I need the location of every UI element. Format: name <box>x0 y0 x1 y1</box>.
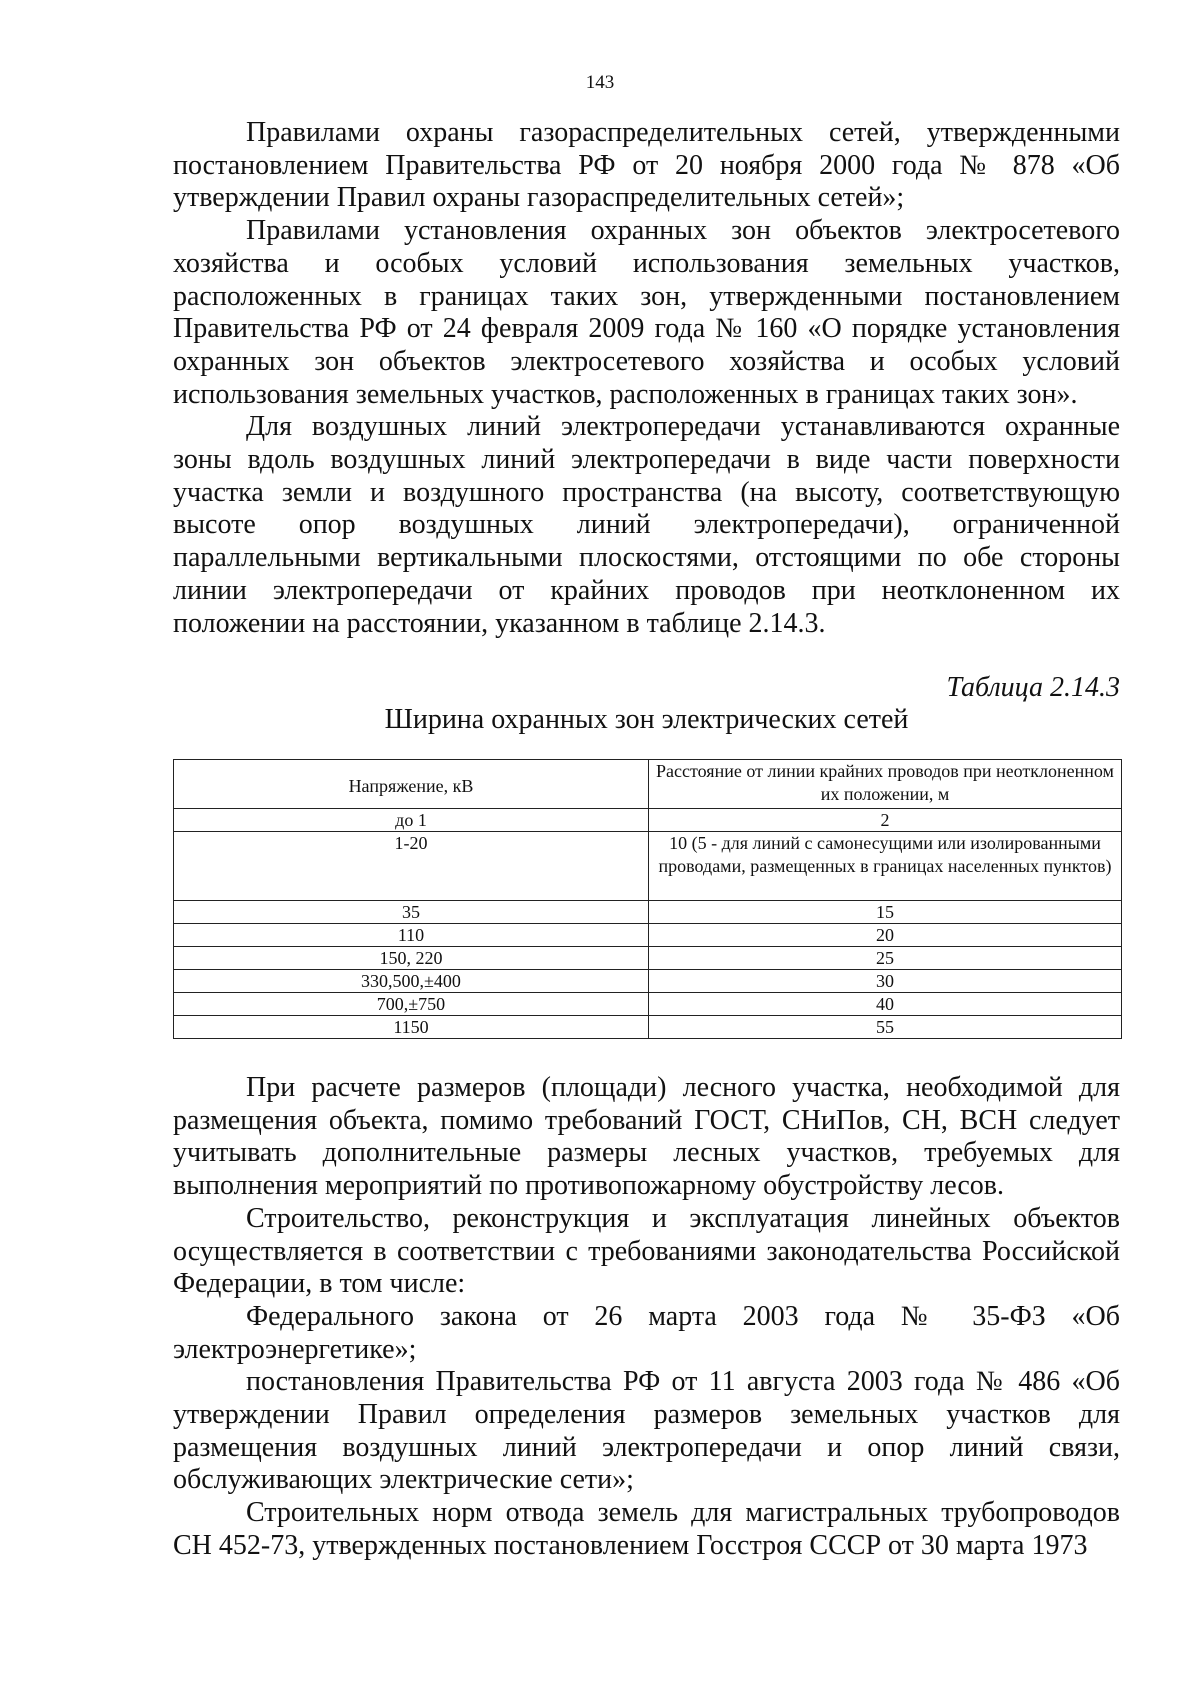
table-cell-voltage: 1-20 <box>174 832 649 901</box>
table-cell-distance: 10 (5 - для линий с самонесущими или изолированными проводами, размещенных в границах населенных пунктов) <box>649 832 1122 901</box>
text-block-top <box>173 117 1120 640</box>
paragraph: Правилами охраны газораспределительных сетей, утвержденными постановлением Правительства РФ от 20 ноября 2000 года № 878 «Об утверждении Правил охраны газораспределительных сетей»; <box>173 117 1120 214</box>
paragraph: постановления Правительства РФ от 11 августа 2003 года № 486 «Об утверждении Правил определения размеров земельных участков для размещения воздушных линий электропередачи и опор линий связи, обслуживающих электрические сети»; <box>173 1366 1120 1496</box>
table-header-voltage: Напряжение, кВ <box>174 760 649 809</box>
table-row <box>174 901 1122 924</box>
paragraph: Строительство, реконструкция и эксплуатация линейных объектов осуществляется в соответствии с требованиями законодательства Российской Федерации, в том числе: <box>173 1202 1120 1300</box>
table-cell-voltage: 330,500,±400 <box>174 970 649 993</box>
table-cell-distance: 20 <box>649 924 1122 947</box>
table-label: Таблица 2.14.3 <box>946 672 1120 703</box>
table-cell-voltage: до 1 <box>174 809 649 832</box>
table-row <box>174 993 1122 1016</box>
paragraph: При расчете размеров (площади) лесного участка, необходимой для размещения объекта, помимо требований ГОСТ, СНиПов, СН, ВСН следует учитывать дополнительные размеры лесных участков, требуемых для выполнения мероприятий по противопожарному обустройству лесов. <box>173 1072 1120 1202</box>
paragraph: Для воздушных линий электропередачи устанавливаются охранные зоны вдоль воздушных линий электропередачи в виде части поверхности участка земли и воздушного пространства (на высоту, соответствующую высоте опор воздушных линий электропередачи), ограниченной параллельными вертикальными плоскостями, отстоящими по обе стороны линии электропередачи от крайних проводов при неотклоненном их положении на расстоянии, указанном в таблице 2.14.3. <box>173 411 1120 639</box>
table-header-row <box>174 760 1122 809</box>
table-cell-voltage: 700,±750 <box>174 993 649 1016</box>
table-cell-distance: 15 <box>649 901 1122 924</box>
table-row <box>174 832 1122 901</box>
page-number: 143 <box>585 72 615 93</box>
table-cell-distance: 30 <box>649 970 1122 993</box>
protection-zones-table <box>173 759 1122 1039</box>
table-caption: Ширина охранных зон электрических сетей <box>384 704 909 735</box>
text-block-bottom <box>173 1072 1120 1563</box>
table-cell-voltage: 35 <box>174 901 649 924</box>
table-row <box>174 970 1122 993</box>
table-cell-voltage: 110 <box>174 924 649 947</box>
table-cell-voltage: 150, 220 <box>174 947 649 970</box>
table-header-distance: Расстояние от линии крайних проводов при неотклоненном их положении, м <box>649 760 1122 809</box>
table-cell-distance: 55 <box>649 1016 1122 1039</box>
table-cell-voltage: 1150 <box>174 1016 649 1039</box>
table-row <box>174 947 1122 970</box>
table-row <box>174 924 1122 947</box>
table-cell-distance: 2 <box>649 809 1122 832</box>
paragraph: Строительных норм отвода земель для магистральных трубопроводов СН 452-73, утвержденных постановлением Госстроя СССР от 30 марта 1973 <box>173 1497 1120 1561</box>
paragraph: Федерального закона от 26 марта 2003 года № 35-ФЗ «Об электроэнергетике»; <box>173 1300 1120 1365</box>
table-cell-distance: 40 <box>649 993 1122 1016</box>
paragraph: Правилами установления охранных зон объектов электросетевого хозяйства и особых условий использования земельных участков, расположенных в границах таких зон, утвержденными постановлением Правительства РФ от 24 февраля 2009 года № 160 «О порядке установления охранных зон объектов электросетевого хозяйства и особых условий использования земельных участков, расположенных в границах таких зон». <box>173 215 1120 410</box>
table-row <box>174 1016 1122 1039</box>
table-row <box>174 809 1122 832</box>
table-cell-distance: 25 <box>649 947 1122 970</box>
